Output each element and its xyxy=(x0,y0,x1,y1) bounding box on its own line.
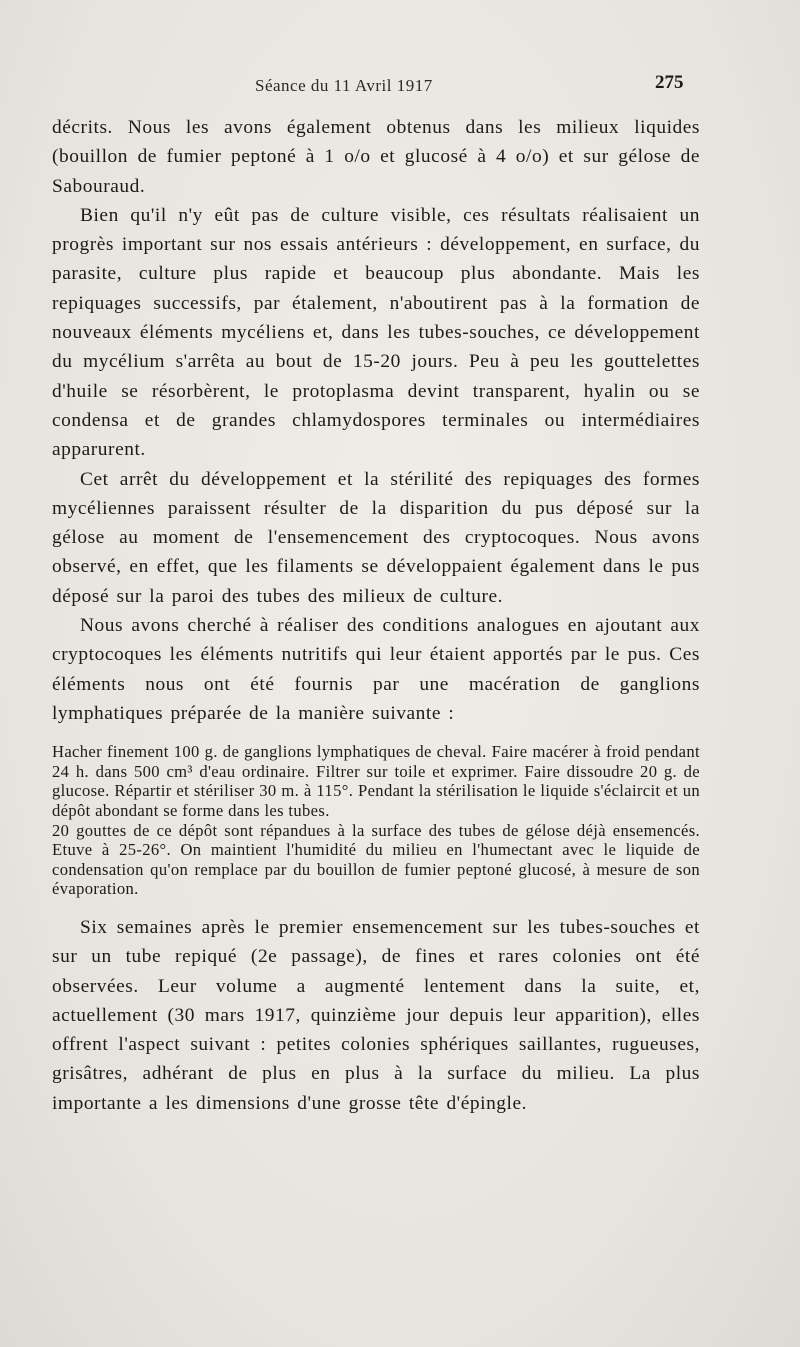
page-body xyxy=(52,113,700,1118)
page-header xyxy=(0,70,800,110)
paragraph-observations: Six semaines après le premier ensemencement sur les tubes-souches et sur un tube repiqué (2e passage), de fines et rares colonies ont été observées. Leur volume a augmenté lentement dans la suite, et, actuellement (30 mars 1917, quinzième jour depuis leur apparition), elles offrent l'aspect suivant : petites colonies sphériques saillantes, rugueuses, grisâtres, adhérant de plus en plus à la surface du milieu. La plus importante a les dimensions d'une grosse tête d'épingle. xyxy=(52,916,700,1114)
paragraph-arrest: Cet arrêt du développement et la stérilité des repiquages des formes mycéliennes paraissent résulter de la disparition du pus déposé sur la gélose au moment de l'ensemencement des cryptocoques. Nous avons observé, en effet, que les filaments se développaient également dans le pus déposé sur la paroi des tubes des milieux de culture. xyxy=(52,468,700,607)
paragraph-method: Nous avons cherché à réaliser des conditions analogues en ajoutant aux cryptocoques les éléments nutritifs qui leur étaient apportés par le pus. Ces éléments nous ont été fournis par une macération de ganglions lymphatiques préparée de la manière suivante : xyxy=(52,615,700,724)
page-number: 275 xyxy=(655,72,684,93)
protocol-note: 20 gouttes de ce dépôt sont répandues à la surface des tubes de gélose déjà ensemencés. Etuve à 25-26°. On maintient l'humidité du milieu en l'humectant avec le liquide de condensation qu'on remplace par du bouillon de fumier peptoné glucosé, à mesure de son évaporation. xyxy=(52,820,700,899)
protocol-notes xyxy=(52,742,700,899)
protocol-note: Hacher finement 100 g. de ganglions lymphatiques de cheval. Faire macérer à froid pendant 24 h. dans 500 cm³ d'eau ordinaire. Filtrer sur toile et exprimer. Faire dissoudre 20 g. de glucose. Répartir et stériliser 30 m. à 115°. Pendant la stérilisation le liquide s'éclaircit et un dépôt abondant se forme dans les tubes. xyxy=(52,742,700,821)
running-head: Séance du 11 Avril 1917 xyxy=(255,76,433,95)
paragraph-continuation: décrits. Nous les avons également obtenus dans les milieux liquides (bouillon de fumier peptoné à 1 o/o et glucosé à 4 o/o) et sur gélose de Sabouraud. xyxy=(52,117,700,197)
paragraph-results: Bien qu'il n'y eût pas de culture visible, ces résultats réalisaient un progrès important sur nos essais antérieurs : développement, en surface, du parasite, culture plus rapide et beaucoup plus abondante. Mais les repiquages successifs, par étalement, n'aboutirent pas à la formation de nouveaux éléments mycéliens et, dans les tubes-souches, ce développement du mycélium s'arrêta au bout de 15-20 jours. Peu à peu les gouttelettes d'huile se résorbèrent, le protoplasma devint transparent, hyalin ou se condensa et de grandes chlamydospores terminales ou intermédiaires apparurent. xyxy=(52,204,700,461)
